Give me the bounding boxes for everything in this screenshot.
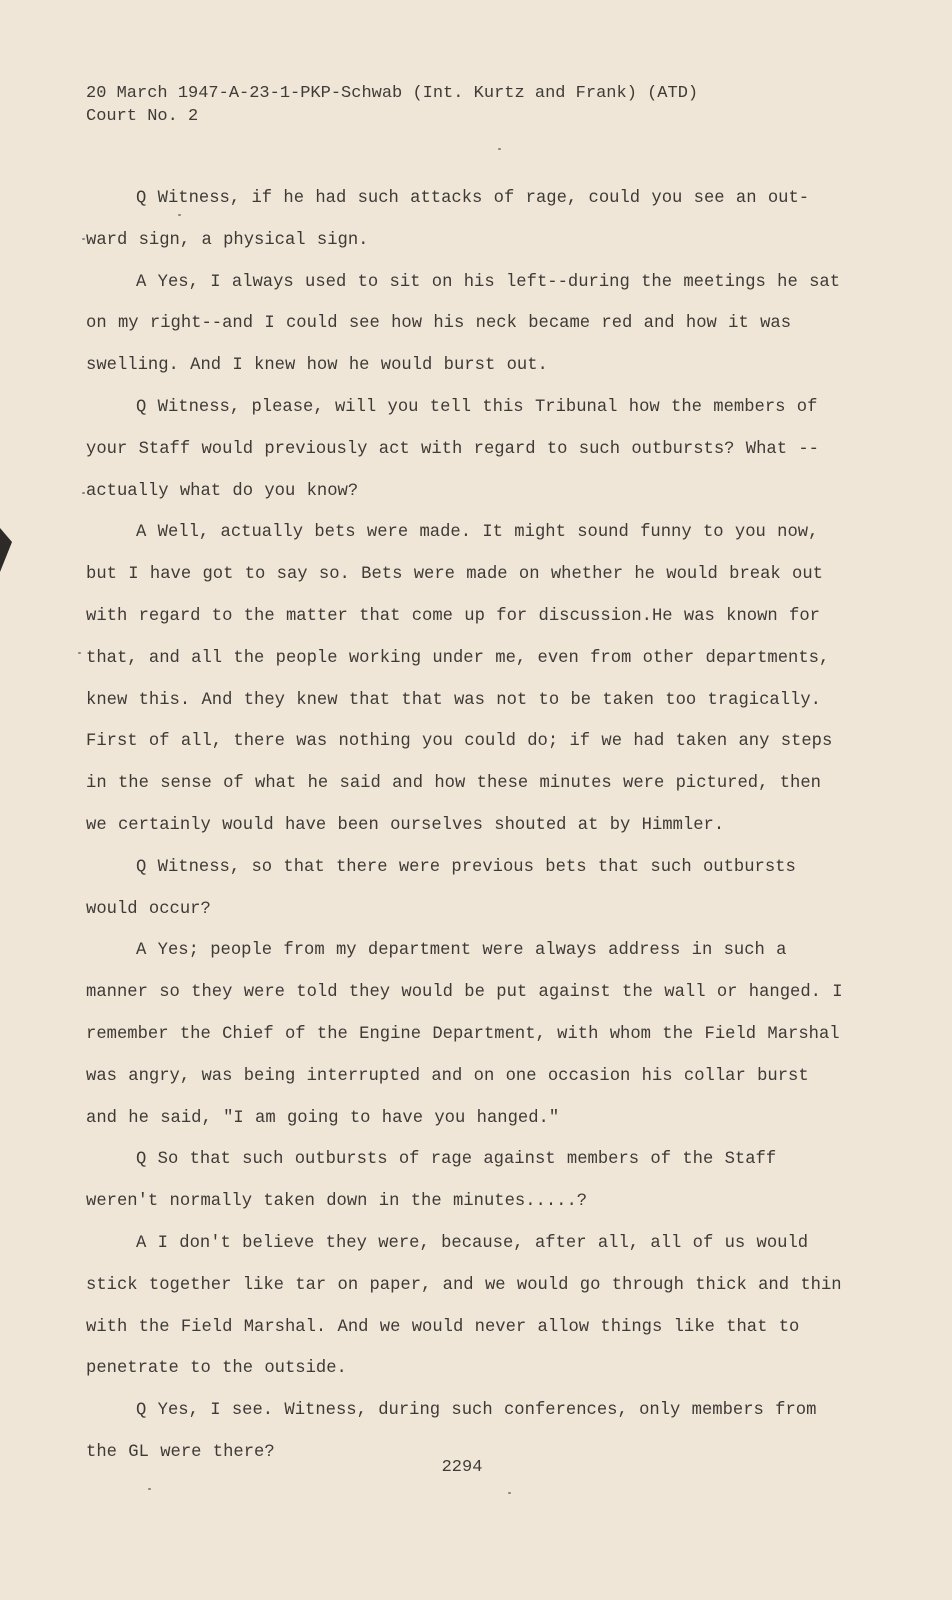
transcript-paragraph: A Well, actually bets were made. It might sound funny to you now, but I have got to say so. Bets were made on whether he would break out with regard to the matter that come up for discussion.He was known for that, and all the people working under me, even from other departments, knew this. And they knew that that was not to be taken too tragically. First of all, there was nothing you could do; if we had taken any steps in the sense of what he said and how these minutes were pictured, then we certainly would have been ourselves shouted at by Himmler. [86, 523, 833, 835]
document-header [86, 82, 698, 128]
header-court-line: Court No. 2 [86, 107, 199, 126]
transcript-paragraph: A I don't believe they were, because, after all, all of us would stick together like tar on paper, and we would go through thick and thin with the Field Marshal. And we would never allow things like that to penetrate to the outside. [86, 1233, 842, 1379]
paper-speck [78, 652, 81, 654]
transcript-paragraph: Q Witness, if he had such attacks of rage, could you see an out-ward sign, a physical sign. [86, 189, 810, 250]
transcript-paragraph: Q Witness, please, will you tell this Tribunal how the members of your Staff would previously act with regard to such outbursts? What -- actually what do you know? [86, 397, 819, 501]
paper-speck [82, 492, 85, 494]
transcript-paragraph: Q So that such outbursts of rage against members of the Staff weren't normally taken down in the minutes.....? [86, 1150, 777, 1212]
paper-speck [148, 1488, 151, 1490]
transcript-paragraph: Q Yes, I see. Witness, during such conferences, only members from the GL were there? [86, 1401, 817, 1462]
binding-mark [0, 528, 12, 572]
transcript-paragraph: A Yes; people from my department were always address in such a manner so they were told they would be put against the wall or hanged. I remember the Chief of the Engine Department, with whom the Field Marshal was angry, was being interrupted and on one occasion his collar burst and he said, "I am going to have you hanged." [86, 941, 843, 1128]
header-line-1: 20 March 1947-A-23-1-PKP-Schwab (Int. Kurtz and Frank) (ATD) [86, 84, 699, 103]
paper-speck [508, 1492, 511, 1494]
paper-speck [82, 238, 85, 240]
transcript-body [86, 178, 846, 1474]
transcript-paragraph: A Yes, I always used to sit on his left--during the meetings he sat on my right--and I could see how his neck became red and how it was swelling. And I knew how he would burst out. [86, 272, 841, 376]
transcript-paragraph: Q Witness, so that there were previous bets that such outbursts would occur? [86, 857, 796, 919]
page-number: 2294 [441, 1458, 483, 1477]
paper-speck [498, 148, 501, 150]
